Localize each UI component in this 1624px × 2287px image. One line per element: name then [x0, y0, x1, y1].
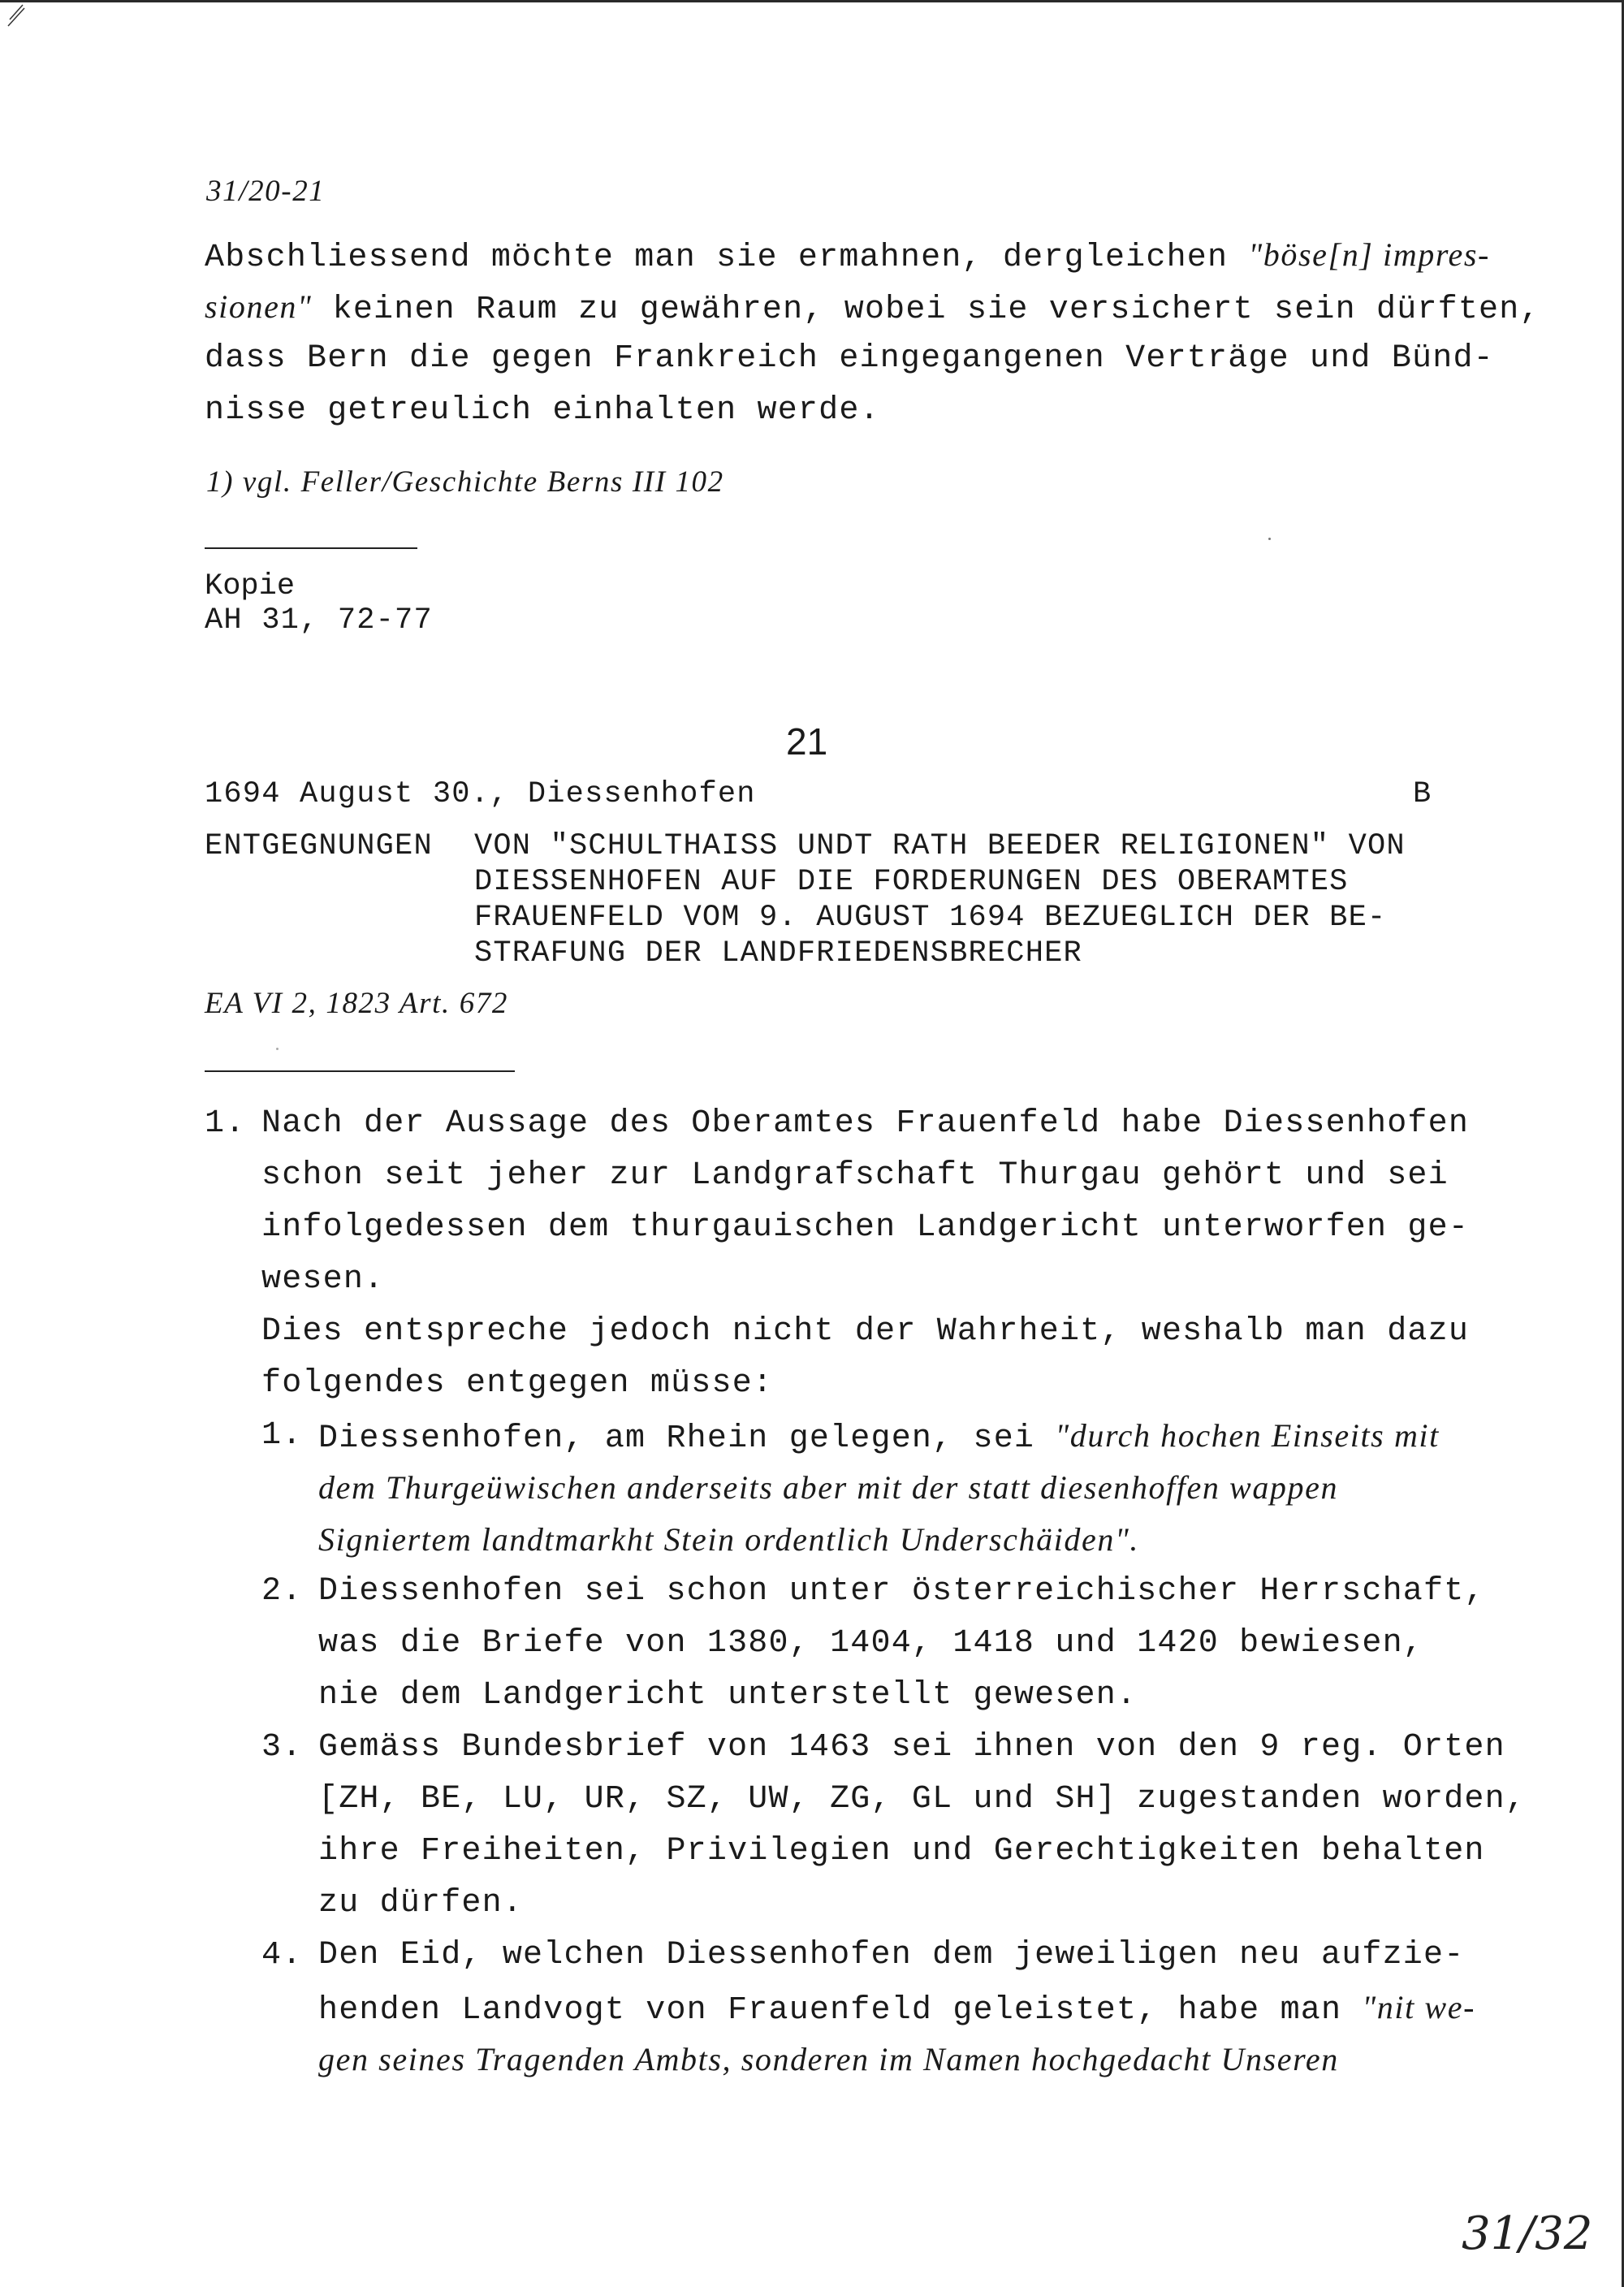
- handwritten-page-number: 31/32: [1462, 2207, 1593, 2260]
- source-reference: AH 31, 72-77: [205, 603, 433, 638]
- item-number: 1.: [205, 1105, 246, 1142]
- paragraph-line: nisse getreulich einhalten werde.: [205, 392, 880, 429]
- subitem-line: zu dürfen.: [318, 1885, 524, 1922]
- date-place: 1694 August 30., Diessenhofen: [205, 777, 756, 811]
- document-number: 21: [786, 720, 828, 763]
- separator-rule: [205, 547, 417, 549]
- item-line: wesen.: [261, 1261, 385, 1298]
- edition-reference: EA VI 2, 1823 Art. 672: [205, 987, 509, 1020]
- footnote: 1) vgl. Feller/Geschichte Berns III 102: [206, 465, 724, 499]
- source-type: Kopie: [205, 569, 296, 603]
- subitem-line: ihre Freiheiten, Privilegien und Gerechtigkeiten behalten: [318, 1833, 1485, 1870]
- subitem-line: nie dem Landgericht unterstellt gewesen.: [318, 1677, 1138, 1714]
- subitem-line: was die Briefe von 1380, 1404, 1418 und 1420 bewiesen,: [318, 1625, 1424, 1662]
- subitem-number: 1.: [261, 1417, 303, 1454]
- item-line: Nach der Aussage des Oberamtes Frauenfeld habe Diessenhofen: [261, 1105, 1470, 1142]
- subitem-line: [ZH, BE, LU, UR, SZ, UW, ZG, GL und SH] zugestanden worden,: [318, 1781, 1527, 1818]
- subitem-line: henden Landvogt von Frauenfeld geleistet, habe man "nit we-: [318, 1989, 1475, 2029]
- paragraph-line: sionen" keinen Raum zu gewähren, wobei sie versichert sein dürften,: [205, 288, 1540, 328]
- page-top-border: [0, 0, 1624, 2]
- subitem-quote-line: dem Thurgeüwischen anderseits aber mit der statt diesenhoffen wappen: [318, 1469, 1339, 1506]
- item-line: schon seit jeher zur Landgrafschaft Thurgau gehört und sei: [261, 1157, 1449, 1194]
- regest-title-line: FRAUENFELD VOM 9. AUGUST 1694 BEZUEGLICH DER BE-: [474, 901, 1387, 935]
- scan-speck: [1268, 538, 1271, 540]
- subitem-quote-line: gen seines Tragenden Ambts, sonderen im Namen hochgedacht Unseren: [318, 2041, 1339, 2077]
- subitem-number: 2.: [261, 1573, 303, 1610]
- subitem-number: 4.: [261, 1937, 303, 1974]
- regest-title-line: STRAFUNG DER LANDFRIEDENSBRECHER: [474, 936, 1082, 971]
- subitem-line: Gemäss Bundesbrief von 1463 sei ihnen von den 9 reg. Orten: [318, 1729, 1505, 1766]
- separator-rule: [205, 1070, 515, 1072]
- regest-title-line: DIESSENHOFEN AUF DIE FORDERUNGEN DES OBERAMTES: [474, 865, 1349, 899]
- item-line: folgendes entgegen müsse:: [261, 1365, 774, 1402]
- regest-title-line: VON "SCHULTHAISS UNDT RATH BEEDER RELIGIONEN" VON: [474, 829, 1406, 863]
- paragraph-line: dass Bern die gegen Frankreich eingegangenen Verträge und Bünd-: [205, 340, 1494, 377]
- subitem-line: Diessenhofen sei schon unter österreichischer Herrschaft,: [318, 1573, 1485, 1610]
- corner-scan-mark: [6, 3, 39, 28]
- paragraph-line: Abschliessend möchte man sie ermahnen, dergleichen "böse[n] impres-: [205, 236, 1490, 276]
- regest-label: ENTGEGNUNGEN: [205, 829, 433, 863]
- subitem-line: Diessenhofen, am Rhein gelegen, sei "durch hochen Einseits mit: [318, 1417, 1440, 1457]
- document-marker: B: [1413, 777, 1432, 811]
- subitem-number: 3.: [261, 1729, 303, 1766]
- item-line: Dies entspreche jedoch nicht der Wahrheit, weshalb man dazu: [261, 1313, 1470, 1350]
- item-line: infolgedessen dem thurgauischen Landgericht unterworfen ge-: [261, 1209, 1470, 1246]
- subitem-line: Den Eid, welchen Diessenhofen dem jeweiligen neu aufzie-: [318, 1937, 1465, 1974]
- subitem-quote-line: Signiertem landtmarkht Stein ordentlich Underschäiden".: [318, 1521, 1139, 1558]
- scan-speck: [276, 1048, 279, 1050]
- reference-number: 31/20-21: [206, 175, 326, 208]
